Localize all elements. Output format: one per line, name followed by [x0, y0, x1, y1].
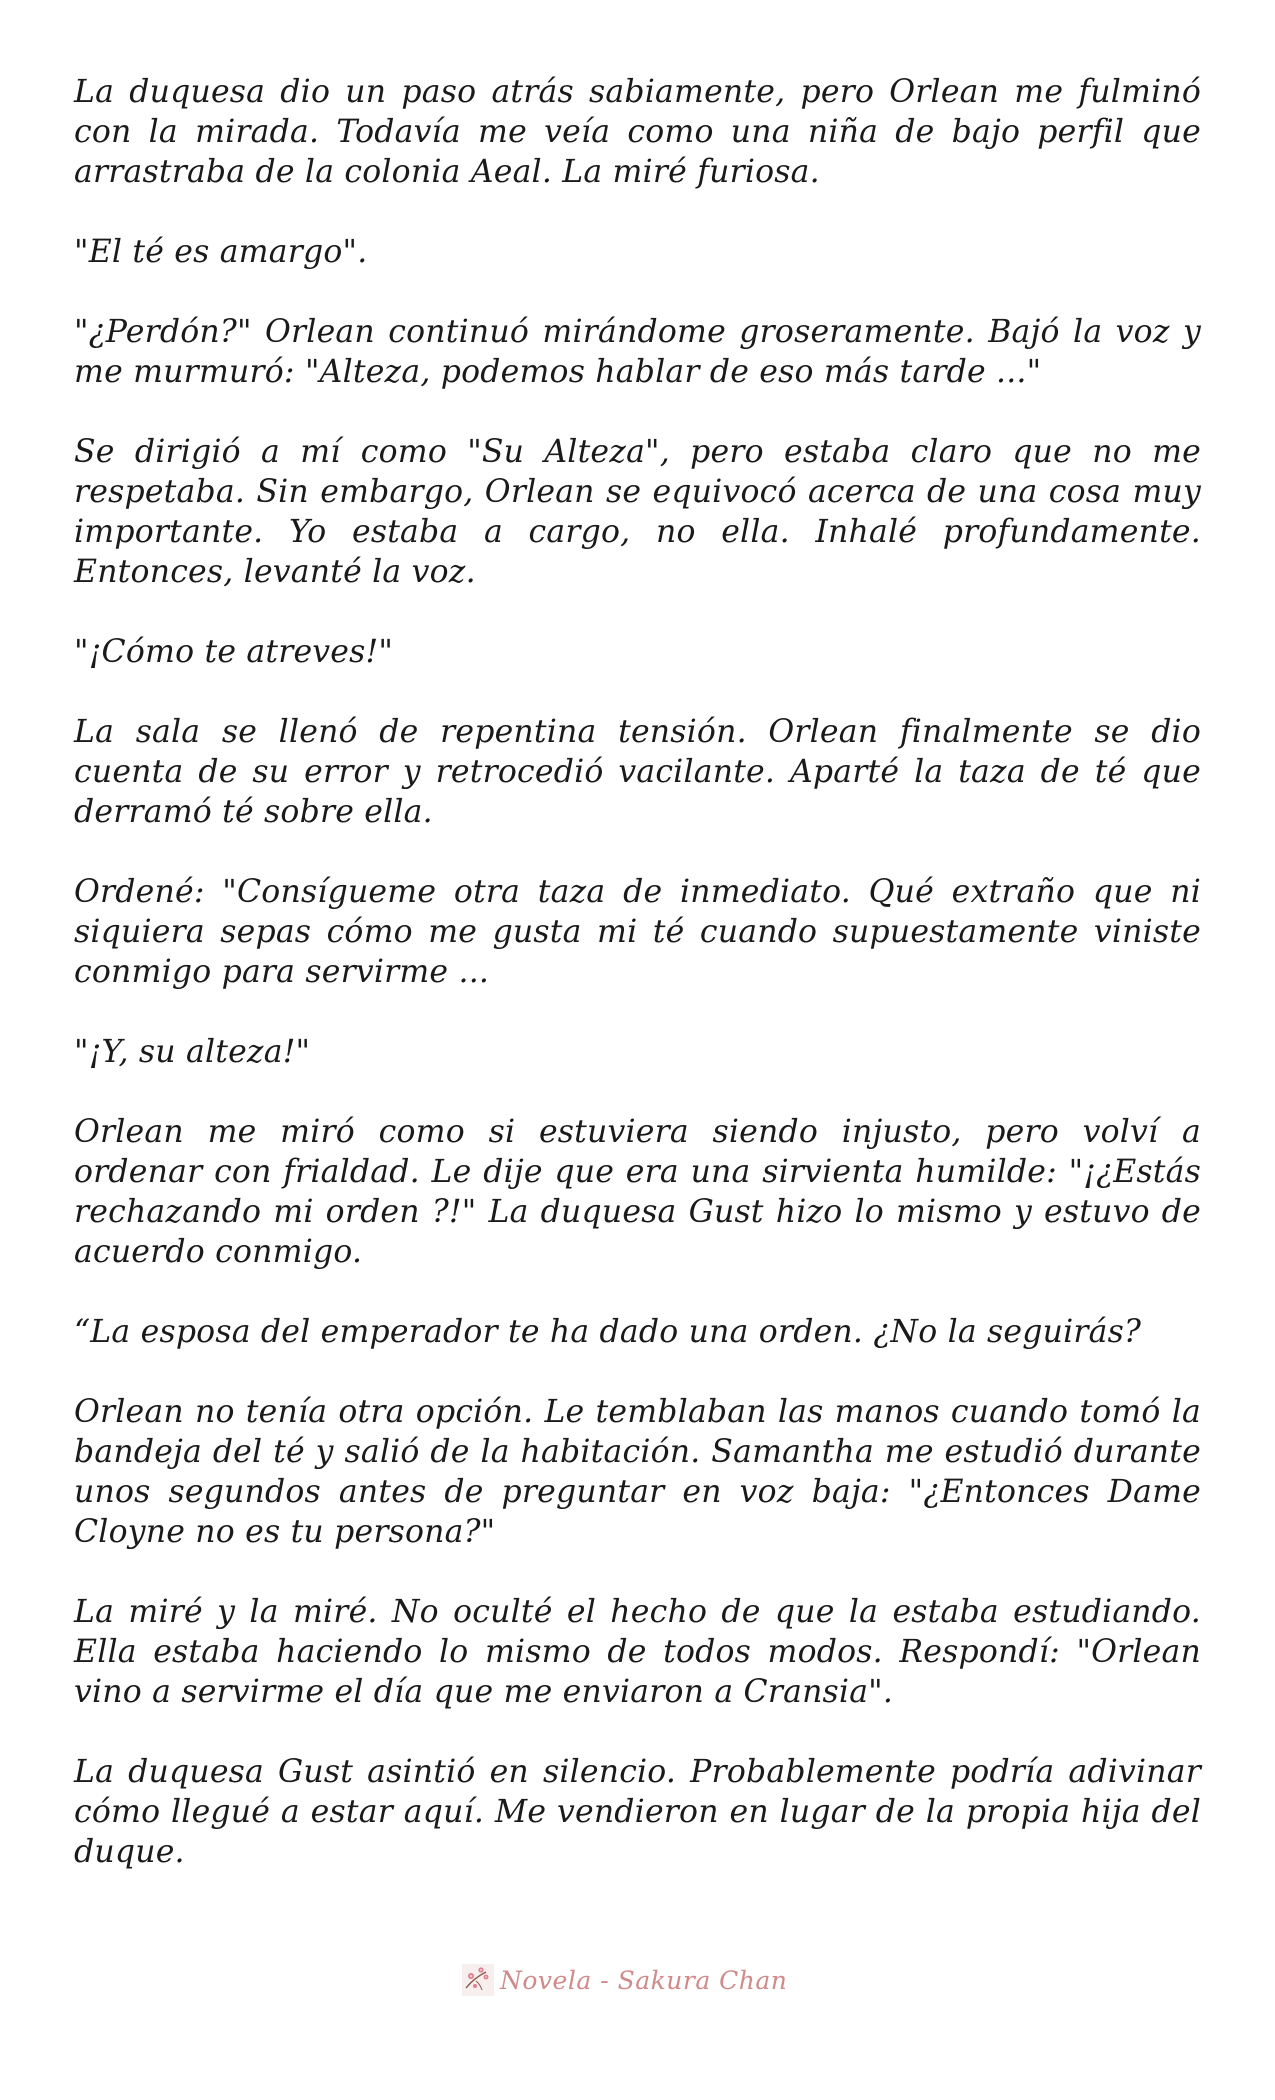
paragraph: La miré y la miré. No oculté el hecho de que la estaba estudiando. Ella estaba haciendo lo mismo de todos modos. Respondí: "Orlean vino a servirme el día que me enviaron a Cransia".	[74, 1594, 1201, 1710]
paragraph: "¡Cómo te atreves!"	[74, 634, 394, 670]
sakura-blossom-icon	[462, 1964, 494, 1996]
paragraph: Orlean no tenía otra opción. Le temblaban las manos cuando tomó la bandeja del té y salió de la habitación. Samantha me estudió durante unos segundos antes de preguntar en voz baja: "¿Entonces Dame Cloyne no es tu persona?"	[74, 1394, 1201, 1550]
document-body	[74, 72, 1201, 1912]
paragraph: "El té es amargo".	[74, 234, 368, 270]
paragraph: "¡Y, su alteza!"	[74, 1034, 311, 1070]
watermark-text: Novela - Sakura Chan	[500, 1965, 788, 1995]
paragraph: La sala se llenó de repentina tensión. Orlean finalmente se dio cuenta de su error y retrocedió vacilante. Aparté la taza de té que derramó té sobre ella.	[74, 714, 1201, 830]
paragraph: Orlean me miró como si estuviera siendo injusto, pero volví a ordenar con frialdad. Le dije que era una sirvienta humilde: "¡¿Estás rechazando mi orden ?!" La duquesa Gust hizo lo mismo y estuvo de acuerdo conmigo.	[74, 1114, 1201, 1270]
paragraph: Ordené: "Consígueme otra taza de inmediato. Qué extraño que ni siquiera sepas cómo me gusta mi té cuando supuestamente viniste conmigo para servirme ...	[74, 874, 1201, 990]
paragraph: La duquesa Gust asintió en silencio. Probablemente podría adivinar cómo llegué a estar aquí. Me vendieron en lugar de la propia hija del duque.	[74, 1754, 1201, 1870]
paragraph: "¿Perdón?" Orlean continuó mirándome groseramente. Bajó la voz y me murmuró: "Alteza, podemos hablar de eso más tarde ..."	[74, 314, 1201, 390]
watermark	[462, 1960, 787, 2000]
paragraph: La duquesa dio un paso atrás sabiamente, pero Orlean me fulminó con la mirada. Todavía me veía como una niña de bajo perfil que arrastraba de la colonia Aeal. La miré furiosa.	[74, 74, 1201, 190]
paragraph: “La esposa del emperador te ha dado una orden. ¿No la seguirás?	[74, 1314, 1142, 1350]
paragraph: Se dirigió a mí como "Su Alteza", pero estaba claro que no me respetaba. Sin embargo, Orlean se equivocó acerca de una cosa muy importante. Yo estaba a cargo, no ella. Inhalé profundamente. Entonces, levanté la voz.	[74, 434, 1201, 590]
